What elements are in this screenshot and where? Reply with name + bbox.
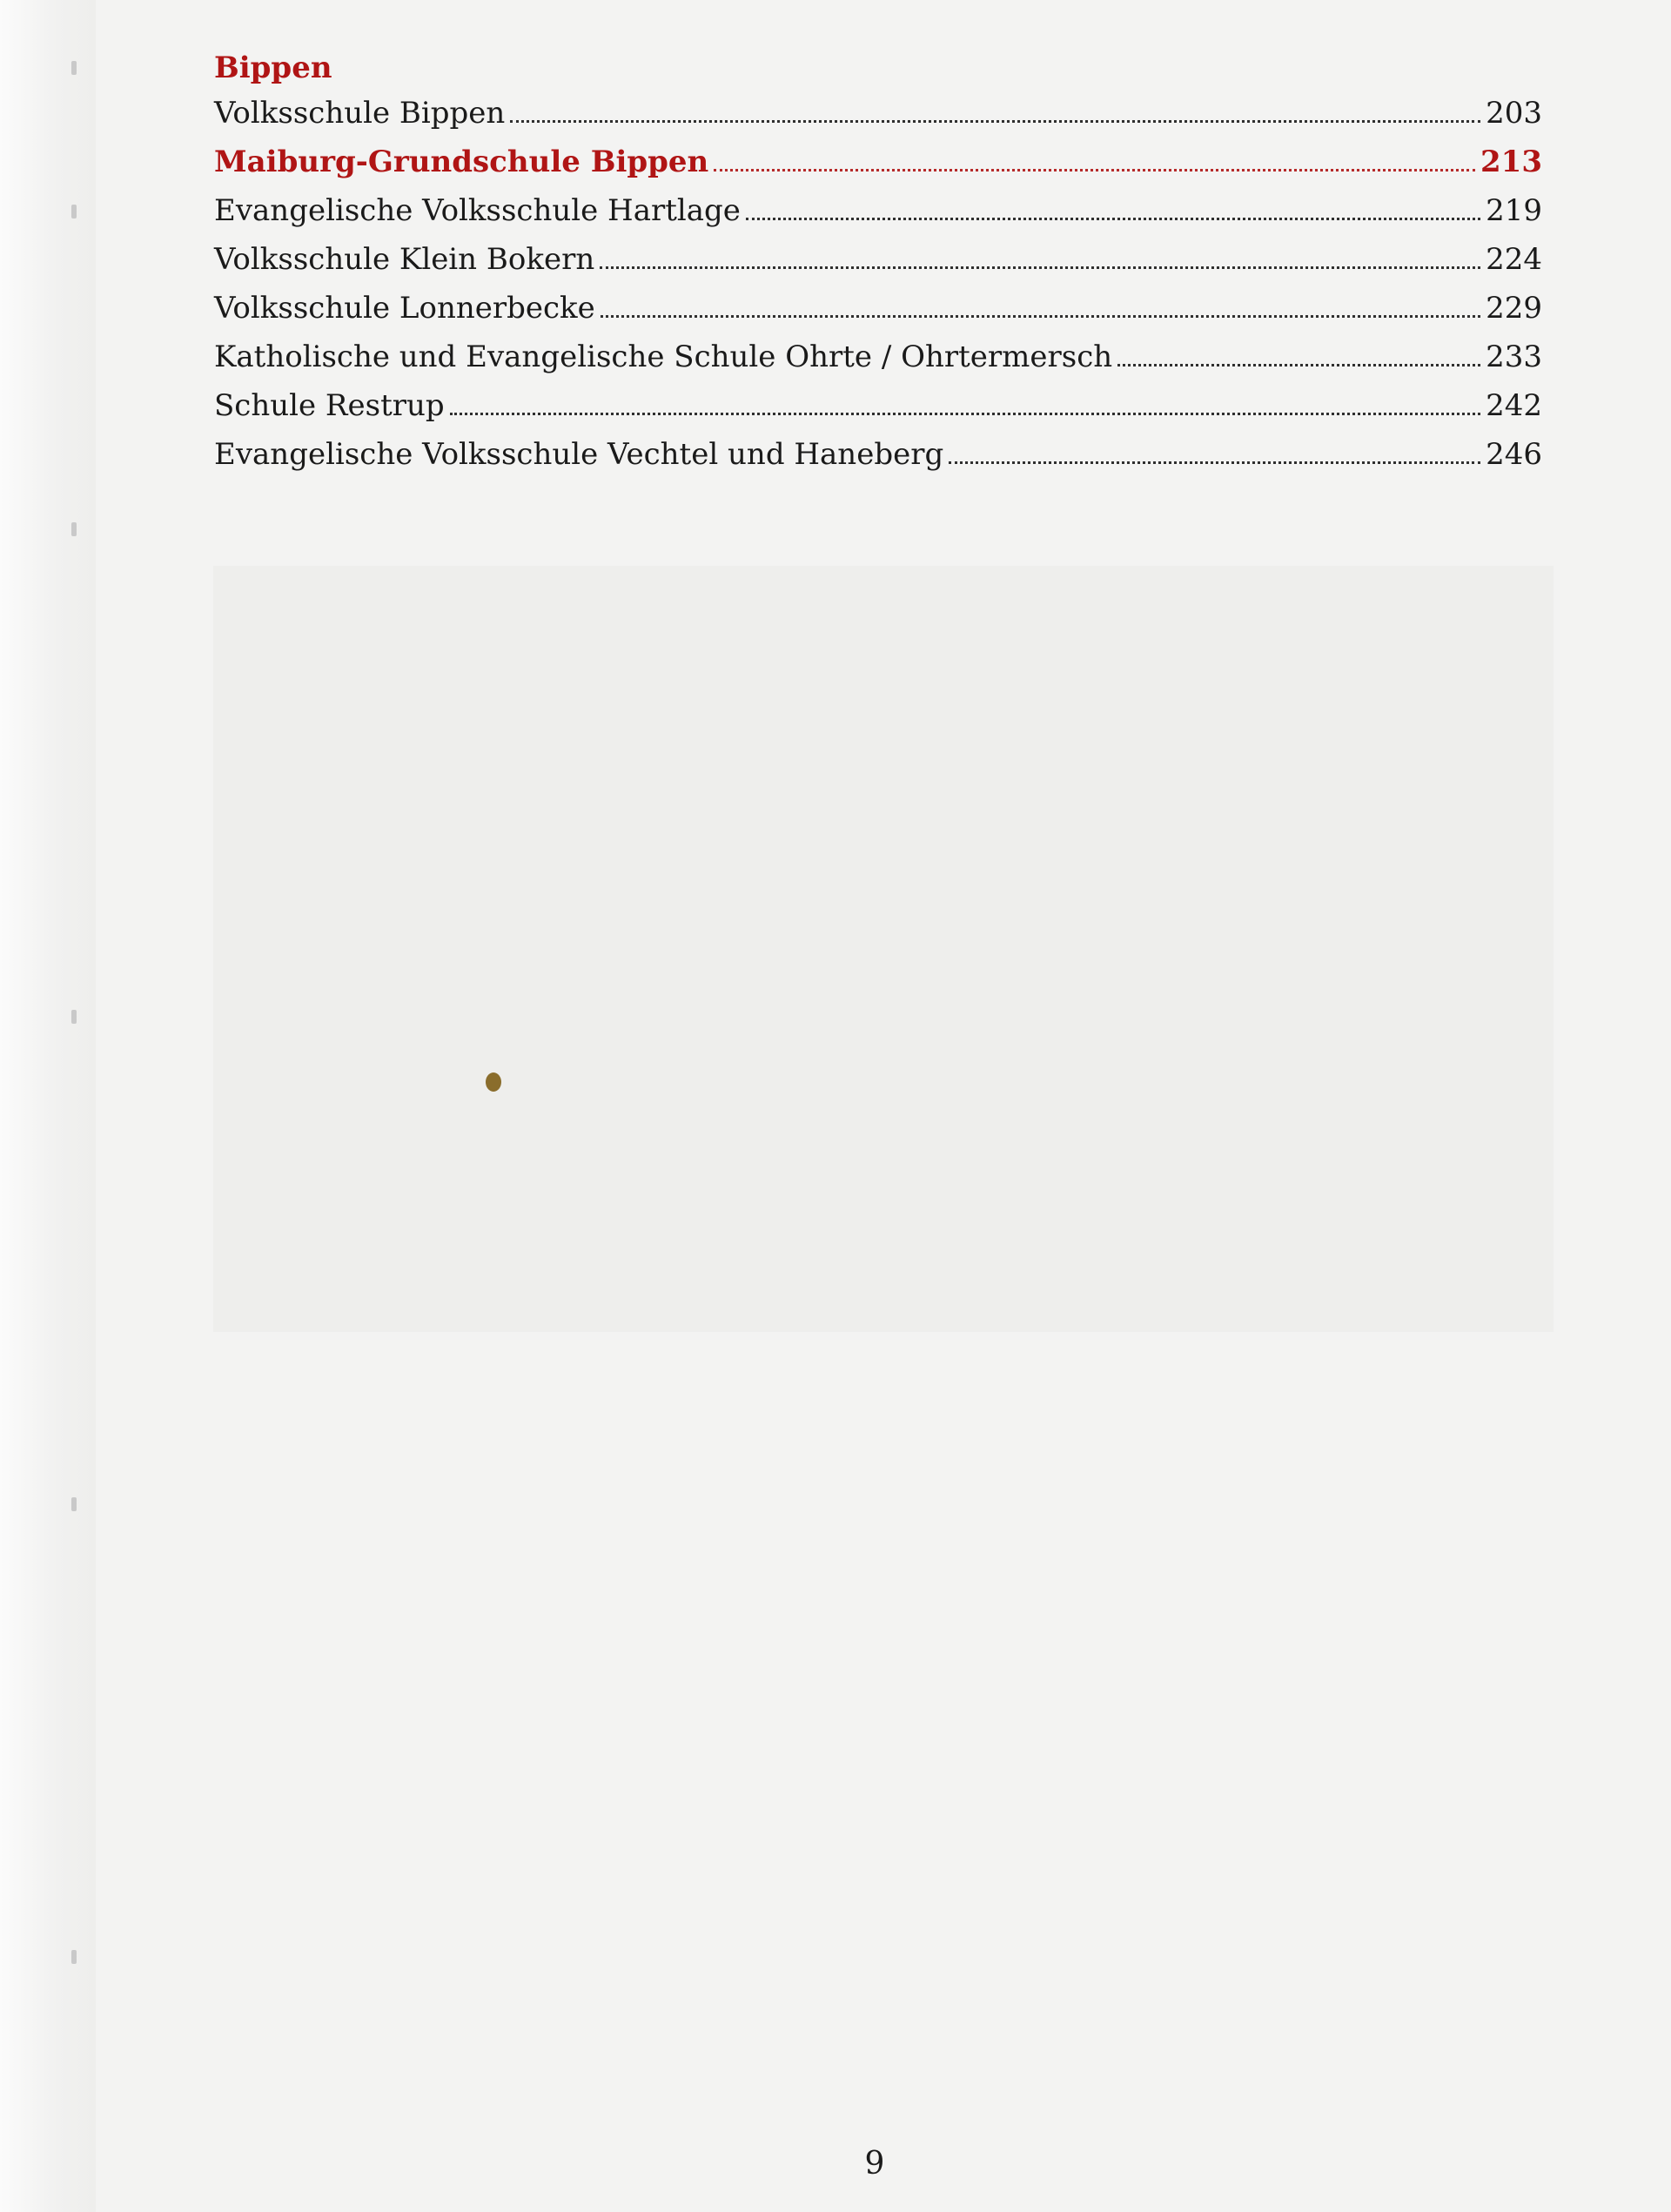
toc-entry-title: Evangelische Volksschule Vechtel und Haneberg <box>214 437 944 472</box>
toc-leader-dots <box>510 120 1480 123</box>
section-heading: Bippen <box>214 50 332 85</box>
toc-entry-page: 219 <box>1486 193 1542 228</box>
toc-leader-dots <box>746 218 1480 220</box>
toc-entry-page: 203 <box>1486 96 1542 131</box>
binding-mark <box>71 61 77 75</box>
toc-entry <box>214 138 1542 186</box>
toc-entry-page: 242 <box>1486 388 1542 423</box>
toc-entry-page: 229 <box>1486 291 1542 326</box>
binding-mark <box>71 1010 77 1024</box>
toc-entry-title: Volksschule Klein Bokern <box>214 242 595 277</box>
toc-entry-page: 233 <box>1486 340 1542 374</box>
toc-entry <box>214 333 1542 381</box>
paper-speck <box>486 1072 501 1092</box>
toc-entry-title: Volksschule Bippen <box>214 96 506 131</box>
toc-entry <box>214 235 1542 284</box>
binding-edge <box>0 0 96 2212</box>
toc-entry-title: Evangelische Volksschule Hartlage <box>214 193 741 228</box>
toc-leader-dots <box>949 461 1480 464</box>
toc-entry-title: Schule Restrup <box>214 388 445 423</box>
toc-entry <box>214 430 1542 479</box>
toc-entry <box>214 186 1542 235</box>
toc-leader-dots <box>600 266 1480 269</box>
toc-entry <box>214 381 1542 430</box>
toc-entry-page: 213 <box>1480 145 1542 179</box>
binding-mark <box>71 1950 77 1964</box>
toc-entry-title: Katholische und Evangelische Schule Ohrte / Ohrtermersch <box>214 340 1113 374</box>
binding-mark <box>71 522 77 536</box>
toc-leader-dots <box>1117 364 1480 366</box>
binding-mark <box>71 205 77 219</box>
toc-entry <box>214 284 1542 333</box>
page-number: 9 <box>864 2146 885 2182</box>
reverse-photo-shadow <box>213 566 1554 1332</box>
toc-leader-dots <box>601 315 1480 318</box>
toc-entry-title: Maiburg-Grundschule Bippen <box>214 145 709 179</box>
toc-entry-page: 246 <box>1486 437 1542 472</box>
table-of-contents <box>214 45 1542 479</box>
toc-entry <box>214 89 1542 138</box>
toc-entries <box>214 89 1542 479</box>
toc-leader-dots <box>714 169 1475 171</box>
binding-mark <box>71 1497 77 1511</box>
toc-entry-page: 224 <box>1486 242 1542 277</box>
toc-entry-title: Volksschule Lonnerbecke <box>214 291 595 326</box>
toc-leader-dots <box>450 413 1480 415</box>
